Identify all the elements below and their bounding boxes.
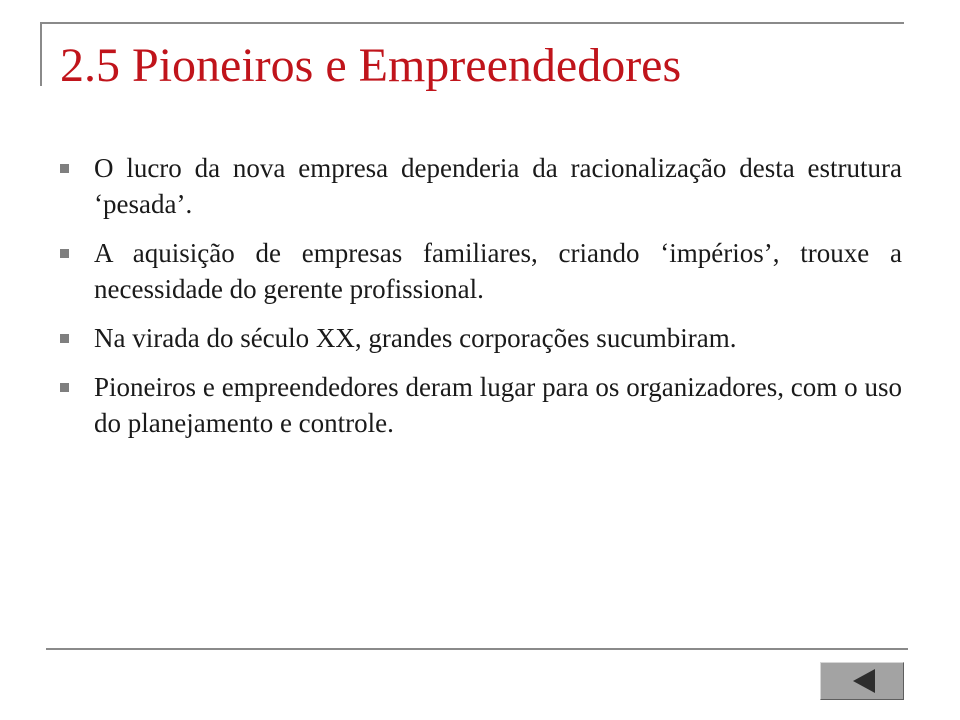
bullet-text: A aquisição de empresas familiares, criando ‘impérios’, trouxe a necessidade do gerente profissional.: [94, 238, 902, 304]
square-bullet-icon: [60, 249, 69, 258]
bullet-item: [56, 320, 902, 356]
bullet-text: O lucro da nova empresa dependeria da racionalização desta estrutura ‘pesada’.: [94, 153, 902, 219]
bullet-text: Na virada do século XX, grandes corporações sucumbiram.: [94, 323, 737, 353]
bullet-item: [56, 235, 902, 307]
frame-bottom-line: [46, 648, 908, 650]
frame-left-line: [40, 22, 42, 86]
bullet-text: Pioneiros e empreendedores deram lugar para os organizadores, com o uso do planejamento e controle.: [94, 372, 902, 438]
frame-top-line: [40, 22, 904, 24]
square-bullet-icon: [60, 334, 69, 343]
bullet-item: [56, 369, 902, 441]
square-bullet-icon: [60, 164, 69, 173]
square-bullet-icon: [60, 383, 69, 392]
bullet-item: [56, 150, 902, 222]
slide-title: 2.5 Pioneiros e Empreendedores: [60, 39, 682, 92]
bullet-list: [56, 150, 902, 454]
triangle-left-icon: [821, 663, 903, 699]
back-button[interactable]: [820, 662, 904, 700]
